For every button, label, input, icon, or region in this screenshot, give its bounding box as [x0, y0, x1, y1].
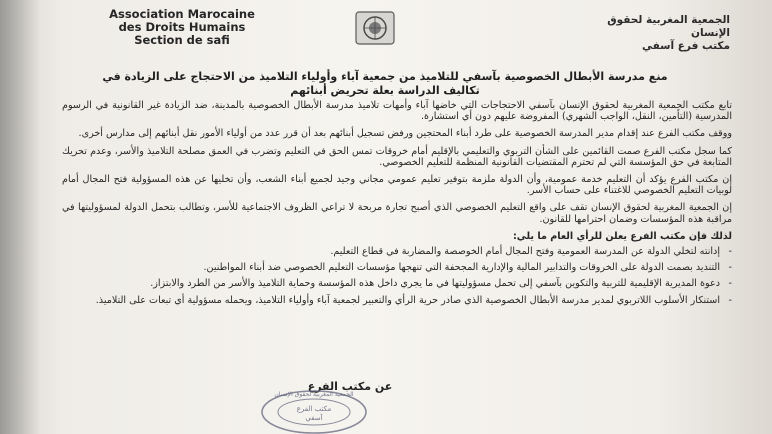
- stamp-outer-text: الجمعية المغربية لحقوق الإنسان: [274, 391, 354, 398]
- header-ar-line1: الجمعية المغربية لحقوق: [607, 14, 730, 26]
- demands-list: [62, 246, 732, 306]
- document-body: [62, 100, 732, 311]
- demand-item: - دعوة المديرية الإقليمية للتربية والتكوين بآسفي إلى تحمل مسؤوليتها في ما يجري داخل هذه المؤسسة وحماية التلاميذ والأسر من الطرد والابتزاز.: [62, 278, 732, 289]
- paragraph: تابع مكتب الجمعية المغربية لحقوق الإنسان بآسفي الاحتجاجات التي خاضها آباء وأمهات تلاميذ مدرسة الأبطال الخصوصية بالمدينة، ضد الزيادة غير القانونية في الرسوم المدرسية (التأمين، النقل، الواجب الشهري) المفروضة عليهم دون أي استشارة.: [62, 100, 732, 123]
- association-logo-icon: [350, 8, 400, 48]
- header-fr-line1: Association Marocaine: [109, 7, 255, 21]
- paragraph: كما سجل مكتب الفرع صمت القائمين على الشأن التربوي والتعليمي بالإقليم أمام خروقات تمس الحق في التعليم وتضرب في العمق مصلحة التلاميذ والأسر، وعدم تحريك المتابعة في حق المؤسسة التي لم تحترم المقتضيات القانونية المنظمة للتعليم الخصوصي.: [62, 145, 732, 168]
- demand-item: - إدانته لتخلي الدولة عن المدرسة العمومية وفتح المجال أمام الخوصصة والمضاربة في قطاع التعليم.: [62, 246, 732, 257]
- header-arabic: [505, 14, 730, 53]
- document-title: منع مدرسة الأبطال الخصوصية بآسفي للتلاميذ من جمعية آباء وأولياء التلاميذ من الاحتجاج على الزيادة في تكاليف الدراسة بعلة تحريض أبنائهم: [102, 70, 668, 97]
- header-fr-line3: Section de safi: [134, 33, 230, 47]
- header-ar-line3: مكتب فرع آسفي: [641, 40, 730, 52]
- header-french: [62, 8, 302, 47]
- stamp-inner-line2: آسفي: [305, 414, 323, 422]
- stamp-inner-line1: مكتب الفرع: [296, 405, 332, 413]
- demand-item: - التنديد بصمت الدولة على الخروقات والتدابير المالية والإدارية المجحفة التي تنهجها مؤسسات التعليم الخصوصي ضد أبناء المواطنين.: [62, 262, 732, 273]
- official-stamp-icon: [258, 386, 370, 434]
- header-fr-line2: des Droits Humains: [118, 20, 246, 34]
- demands-intro: لذلك فإن مكتب الفرع يعلن للرأي العام ما يلي:: [512, 230, 732, 242]
- paragraph: ووقف مكتب الفرع عند إقدام مدير المدرسة الخصوصية على طرد أبناء المحتجين ورفض تسجيل أبنائهم بعد أن قرر عدد من أولياء الأمور نقل أبنائهم إلى مدارس أخرى.: [78, 128, 732, 140]
- signature-line: عن مكتب الفرع: [307, 380, 393, 393]
- header-ar-line2: الإنسان: [691, 27, 730, 39]
- page-shadow: [0, 0, 40, 434]
- paragraph: إن الجمعية المغربية لحقوق الإنسان تقف على واقع التعليم الخصوصي الذي أصبح تجارة مربحة لا تراعي الظروف الاجتماعية للأسر، وتطالب بتحمل الدولة لمسؤوليتها في مراقبة هذه المؤسسات وضمان احترامها للقانون.: [62, 202, 732, 225]
- paragraph: إن مكتب الفرع يؤكد أن التعليم خدمة عمومية، وأن الدولة ملزمة بتوفير تعليم عمومي مجاني وجيد لجميع أبناء الشعب، وأن تخليها عن هذه المسؤولية فتح المجال أمام لوبيات التعليم الخصوصي للاغتناء على حساب الأسر.: [62, 174, 732, 197]
- demand-item: - استنكار الأسلوب اللاتربوي لمدير مدرسة الأبطال الخصوصية الذي صادر حرية الرأي والتعبير لجمعية آباء وأولياء التلاميذ، ويحمله مسؤولية أي تبعات على التلاميذ.: [62, 295, 732, 306]
